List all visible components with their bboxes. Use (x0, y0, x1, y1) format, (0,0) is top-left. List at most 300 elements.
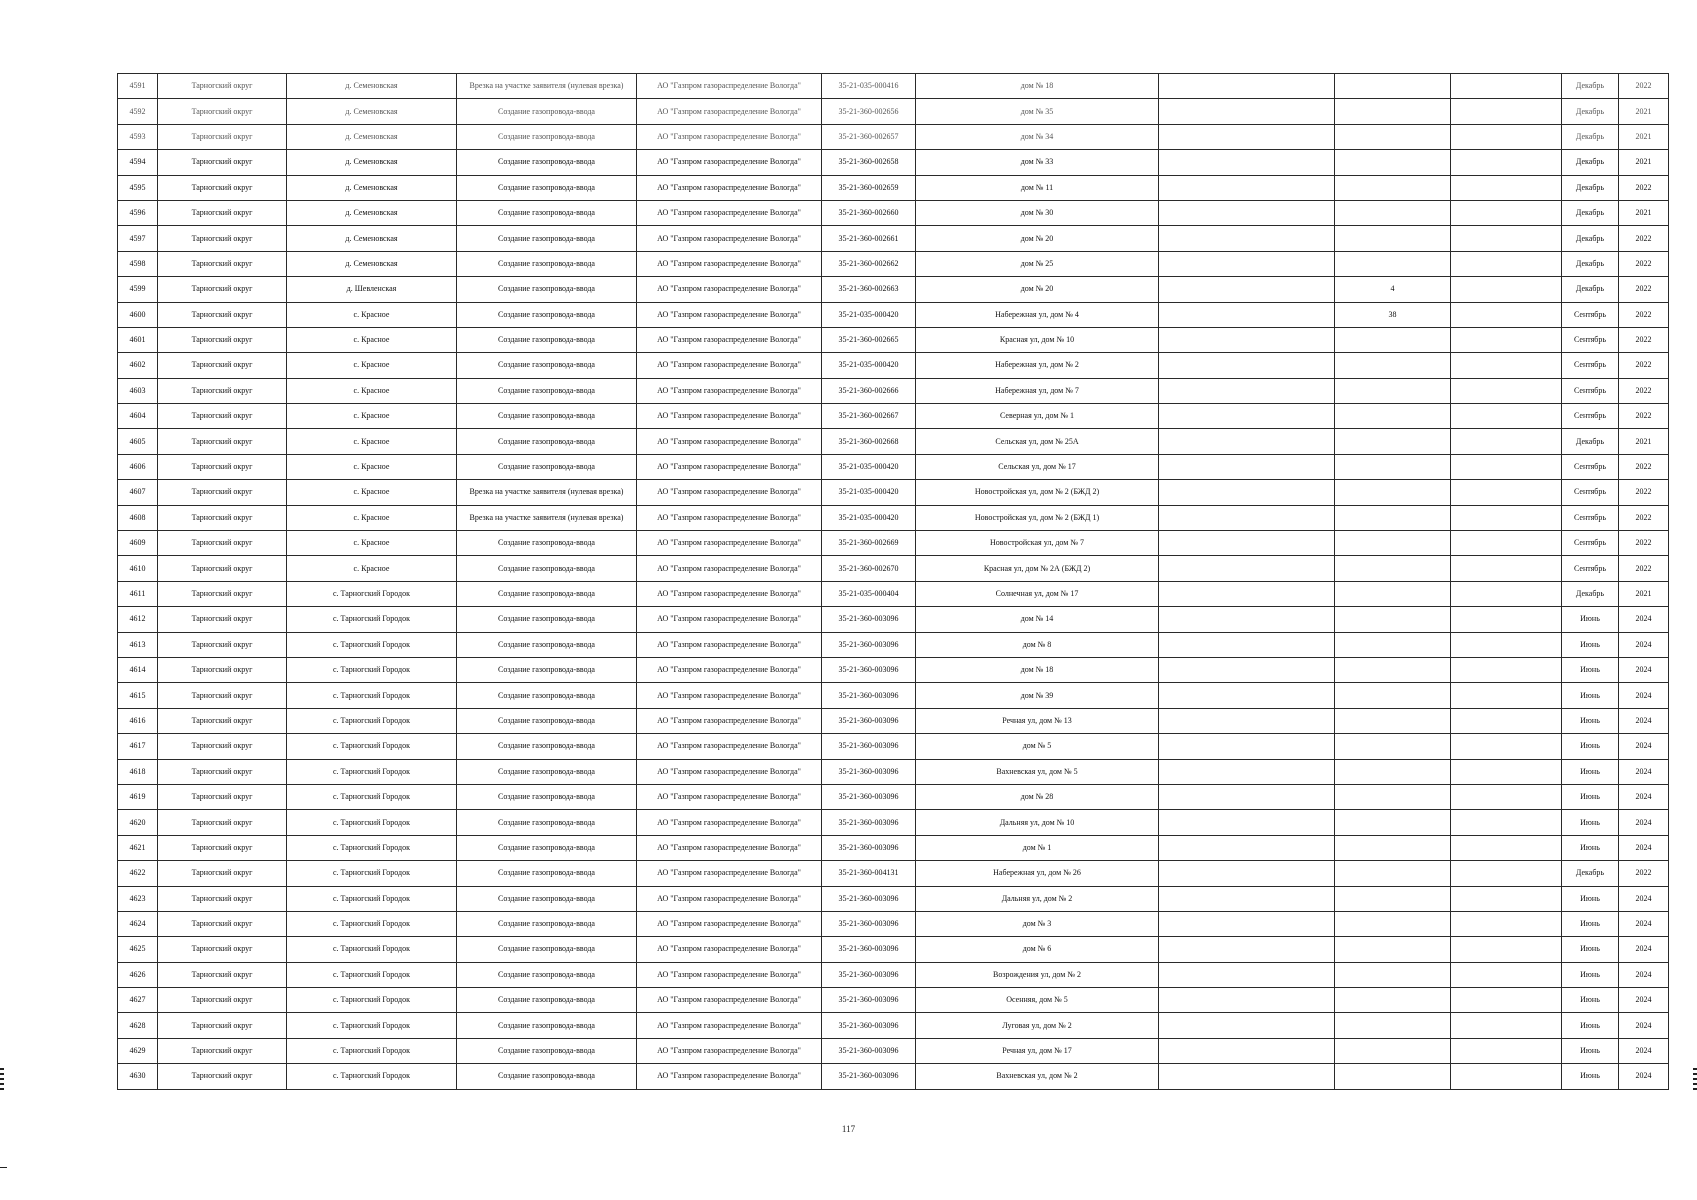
extra-cell (1451, 200, 1562, 225)
table-row (118, 861, 1669, 886)
district-cell: Тарногский округ (158, 226, 287, 251)
code-cell: 35-21-360-003096 (822, 657, 916, 682)
row-number-cell: 4604 (118, 404, 158, 429)
table-row (118, 74, 1669, 99)
address-cell: Осенняя, дом № 5 (916, 988, 1159, 1013)
table-row (118, 607, 1669, 632)
table-row (118, 886, 1669, 911)
extra-cell (1159, 175, 1335, 200)
code-cell: 35-21-360-002657 (822, 124, 916, 149)
month-cell: Сентябрь (1562, 480, 1619, 505)
month-cell: Сентябрь (1562, 378, 1619, 403)
month-cell: Сентябрь (1562, 556, 1619, 581)
count-cell (1335, 835, 1451, 860)
month-cell: Декабрь (1562, 226, 1619, 251)
extra-cell (1451, 911, 1562, 936)
month-cell: Декабрь (1562, 200, 1619, 225)
work-type-cell: Создание газопровода-ввода (457, 1013, 637, 1038)
count-cell (1335, 74, 1451, 99)
extra-cell (1451, 302, 1562, 327)
address-cell: дом № 14 (916, 607, 1159, 632)
table-row (118, 1064, 1669, 1089)
count-cell (1335, 251, 1451, 276)
extra-cell (1159, 251, 1335, 276)
organization-cell: АО "Газпром газораспределение Вологда" (637, 150, 822, 175)
count-cell (1335, 810, 1451, 835)
address-cell: Возрождения ул, дом № 2 (916, 962, 1159, 987)
row-number-cell: 4615 (118, 683, 158, 708)
count-cell (1335, 1064, 1451, 1089)
work-type-cell: Создание газопровода-ввода (457, 708, 637, 733)
count-cell (1335, 657, 1451, 682)
district-cell: Тарногский округ (158, 175, 287, 200)
work-type-cell: Создание газопровода-ввода (457, 175, 637, 200)
extra-cell (1451, 327, 1562, 352)
year-cell: 2021 (1619, 99, 1669, 124)
row-number-cell: 4620 (118, 810, 158, 835)
address-cell: Набережная ул, дом № 7 (916, 378, 1159, 403)
settlement-cell: с. Тарногский Городок (287, 1038, 457, 1063)
extra-cell (1159, 632, 1335, 657)
code-cell: 35-21-360-004131 (822, 861, 916, 886)
extra-cell (1159, 74, 1335, 99)
row-number-cell: 4598 (118, 251, 158, 276)
month-cell: Июнь (1562, 937, 1619, 962)
month-cell: Декабрь (1562, 277, 1619, 302)
table-row (118, 251, 1669, 276)
work-type-cell: Создание газопровода-ввода (457, 632, 637, 657)
month-cell: Сентябрь (1562, 404, 1619, 429)
work-type-cell: Создание газопровода-ввода (457, 886, 637, 911)
work-type-cell: Создание газопровода-ввода (457, 556, 637, 581)
extra-cell (1451, 937, 1562, 962)
table-row (118, 1013, 1669, 1038)
code-cell: 35-21-035-000404 (822, 581, 916, 606)
row-number-cell: 4601 (118, 327, 158, 352)
extra-cell (1159, 759, 1335, 784)
district-cell: Тарногский округ (158, 302, 287, 327)
organization-cell: АО "Газпром газораспределение Вологда" (637, 657, 822, 682)
work-type-cell: Создание газопровода-ввода (457, 1064, 637, 1089)
row-number-cell: 4602 (118, 353, 158, 378)
address-cell: дом № 30 (916, 200, 1159, 225)
table-row (118, 962, 1669, 987)
month-cell: Июнь (1562, 911, 1619, 936)
row-number-cell: 4624 (118, 911, 158, 936)
count-cell (1335, 429, 1451, 454)
extra-cell (1159, 302, 1335, 327)
count-cell (1335, 683, 1451, 708)
row-number-cell: 4613 (118, 632, 158, 657)
count-cell (1335, 226, 1451, 251)
code-cell: 35-21-360-003096 (822, 759, 916, 784)
work-type-cell: Врезка на участке заявителя (нулевая врезка) (457, 505, 637, 530)
count-cell (1335, 480, 1451, 505)
table-row (118, 124, 1669, 149)
month-cell: Сентябрь (1562, 327, 1619, 352)
count-cell (1335, 200, 1451, 225)
code-cell: 35-21-360-002665 (822, 327, 916, 352)
organization-cell: АО "Газпром газораспределение Вологда" (637, 581, 822, 606)
address-cell: Набережная ул, дом № 4 (916, 302, 1159, 327)
district-cell: Тарногский округ (158, 1013, 287, 1038)
extra-cell (1159, 886, 1335, 911)
district-cell: Тарногский округ (158, 531, 287, 556)
year-cell: 2024 (1619, 1013, 1669, 1038)
count-cell (1335, 327, 1451, 352)
table-row (118, 581, 1669, 606)
organization-cell: АО "Газпром газораспределение Вологда" (637, 327, 822, 352)
settlement-cell: д. Семеновская (287, 251, 457, 276)
address-cell: Вахневская ул, дом № 5 (916, 759, 1159, 784)
month-cell: Декабрь (1562, 124, 1619, 149)
month-cell: Сентябрь (1562, 454, 1619, 479)
work-type-cell: Создание газопровода-ввода (457, 302, 637, 327)
address-cell: Солнечная ул, дом № 17 (916, 581, 1159, 606)
organization-cell: АО "Газпром газораспределение Вологда" (637, 74, 822, 99)
row-number-cell: 4630 (118, 1064, 158, 1089)
work-type-cell: Создание газопровода-ввода (457, 911, 637, 936)
row-number-cell: 4596 (118, 200, 158, 225)
extra-cell (1159, 581, 1335, 606)
year-cell: 2022 (1619, 74, 1669, 99)
year-cell: 2022 (1619, 480, 1669, 505)
month-cell: Сентябрь (1562, 302, 1619, 327)
settlement-cell: с. Тарногский Городок (287, 632, 457, 657)
district-cell: Тарногский округ (158, 810, 287, 835)
settlement-cell: с. Тарногский Городок (287, 784, 457, 809)
code-cell: 35-21-360-003096 (822, 988, 916, 1013)
organization-cell: АО "Газпром газораспределение Вологда" (637, 99, 822, 124)
table-row (118, 988, 1669, 1013)
extra-cell (1451, 277, 1562, 302)
month-cell: Июнь (1562, 683, 1619, 708)
month-cell: Июнь (1562, 988, 1619, 1013)
settlement-cell: с. Тарногский Городок (287, 1013, 457, 1038)
district-cell: Тарногский округ (158, 505, 287, 530)
district-cell: Тарногский округ (158, 886, 287, 911)
settlement-cell: д. Семеновская (287, 226, 457, 251)
address-cell: Сельская ул, дом № 17 (916, 454, 1159, 479)
address-cell: дом № 35 (916, 99, 1159, 124)
code-cell: 35-21-360-003096 (822, 886, 916, 911)
count-cell (1335, 1038, 1451, 1063)
work-type-cell: Создание газопровода-ввода (457, 683, 637, 708)
extra-cell (1159, 708, 1335, 733)
code-cell: 35-21-360-003096 (822, 683, 916, 708)
month-cell: Сентябрь (1562, 531, 1619, 556)
work-type-cell: Создание газопровода-ввода (457, 988, 637, 1013)
code-cell: 35-21-360-002662 (822, 251, 916, 276)
table-row (118, 353, 1669, 378)
extra-cell (1159, 378, 1335, 403)
code-cell: 35-21-360-002666 (822, 378, 916, 403)
year-cell: 2022 (1619, 226, 1669, 251)
settlement-cell: с. Красное (287, 531, 457, 556)
organization-cell: АО "Газпром газораспределение Вологда" (637, 886, 822, 911)
organization-cell: АО "Газпром газораспределение Вологда" (637, 1064, 822, 1089)
organization-cell: АО "Газпром газораспределение Вологда" (637, 429, 822, 454)
year-cell: 2022 (1619, 327, 1669, 352)
work-type-cell: Создание газопровода-ввода (457, 810, 637, 835)
row-number-cell: 4627 (118, 988, 158, 1013)
address-cell: Красная ул, дом № 2А (БЖД 2) (916, 556, 1159, 581)
extra-cell (1159, 531, 1335, 556)
row-number-cell: 4614 (118, 657, 158, 682)
address-cell: Вахневская ул, дом № 2 (916, 1064, 1159, 1089)
row-number-cell: 4625 (118, 937, 158, 962)
count-cell: 4 (1335, 277, 1451, 302)
extra-cell (1451, 480, 1562, 505)
address-cell: дом № 33 (916, 150, 1159, 175)
row-number-cell: 4610 (118, 556, 158, 581)
month-cell: Июнь (1562, 759, 1619, 784)
address-cell: дом № 39 (916, 683, 1159, 708)
address-cell: дом № 1 (916, 835, 1159, 860)
year-cell: 2024 (1619, 734, 1669, 759)
extra-cell (1159, 810, 1335, 835)
code-cell: 35-21-035-000420 (822, 454, 916, 479)
district-cell: Тарногский округ (158, 251, 287, 276)
organization-cell: АО "Газпром газораспределение Вологда" (637, 962, 822, 987)
row-number-cell: 4591 (118, 74, 158, 99)
organization-cell: АО "Газпром газораспределение Вологда" (637, 632, 822, 657)
row-number-cell: 4618 (118, 759, 158, 784)
extra-cell (1451, 607, 1562, 632)
table-row (118, 226, 1669, 251)
address-cell: дом № 25 (916, 251, 1159, 276)
count-cell (1335, 556, 1451, 581)
count-cell (1335, 531, 1451, 556)
count-cell (1335, 454, 1451, 479)
work-type-cell: Создание газопровода-ввода (457, 150, 637, 175)
month-cell: Июнь (1562, 708, 1619, 733)
extra-cell (1451, 1013, 1562, 1038)
organization-cell: АО "Газпром газораспределение Вологда" (637, 734, 822, 759)
year-cell: 2024 (1619, 886, 1669, 911)
organization-cell: АО "Газпром газораспределение Вологда" (637, 454, 822, 479)
year-cell: 2022 (1619, 556, 1669, 581)
district-cell: Тарногский округ (158, 404, 287, 429)
table-row (118, 937, 1669, 962)
month-cell: Июнь (1562, 962, 1619, 987)
year-cell: 2022 (1619, 861, 1669, 886)
code-cell: 35-21-035-000420 (822, 353, 916, 378)
work-type-cell: Создание газопровода-ввода (457, 277, 637, 302)
extra-cell (1451, 581, 1562, 606)
month-cell: Декабрь (1562, 150, 1619, 175)
extra-cell (1159, 226, 1335, 251)
address-cell: Северная ул, дом № 1 (916, 404, 1159, 429)
extra-cell (1451, 99, 1562, 124)
district-cell: Тарногский округ (158, 556, 287, 581)
extra-cell (1159, 200, 1335, 225)
district-cell: Тарногский округ (158, 1038, 287, 1063)
work-type-cell: Создание газопровода-ввода (457, 962, 637, 987)
district-cell: Тарногский округ (158, 607, 287, 632)
settlement-cell: с. Тарногский Городок (287, 911, 457, 936)
extra-cell (1159, 454, 1335, 479)
organization-cell: АО "Газпром газораспределение Вологда" (637, 607, 822, 632)
work-type-cell: Создание газопровода-ввода (457, 353, 637, 378)
year-cell: 2022 (1619, 175, 1669, 200)
district-cell: Тарногский округ (158, 632, 287, 657)
settlement-cell: д. Шевленская (287, 277, 457, 302)
settlement-cell: с. Красное (287, 429, 457, 454)
code-cell: 35-21-360-003096 (822, 1064, 916, 1089)
organization-cell: АО "Газпром газораспределение Вологда" (637, 505, 822, 530)
table-row (118, 302, 1669, 327)
code-cell: 35-21-035-000420 (822, 302, 916, 327)
extra-cell (1451, 657, 1562, 682)
extra-cell (1451, 124, 1562, 149)
extra-cell (1159, 937, 1335, 962)
work-type-cell: Создание газопровода-ввода (457, 784, 637, 809)
count-cell: 38 (1335, 302, 1451, 327)
year-cell: 2021 (1619, 581, 1669, 606)
extra-cell (1159, 784, 1335, 809)
code-cell: 35-21-360-002668 (822, 429, 916, 454)
year-cell: 2022 (1619, 454, 1669, 479)
address-cell: дом № 18 (916, 74, 1159, 99)
settlement-cell: с. Красное (287, 378, 457, 403)
work-type-cell: Врезка на участке заявителя (нулевая врезка) (457, 74, 637, 99)
scan-mark-bottom (0, 1167, 7, 1168)
month-cell: Июнь (1562, 810, 1619, 835)
count-cell (1335, 404, 1451, 429)
district-cell: Тарногский округ (158, 99, 287, 124)
extra-cell (1159, 150, 1335, 175)
extra-cell (1451, 1038, 1562, 1063)
extra-cell (1159, 124, 1335, 149)
organization-cell: АО "Газпром газораспределение Вологда" (637, 759, 822, 784)
extra-cell (1159, 683, 1335, 708)
organization-cell: АО "Газпром газораспределение Вологда" (637, 277, 822, 302)
code-cell: 35-21-360-003096 (822, 962, 916, 987)
settlement-cell: с. Тарногский Городок (287, 1064, 457, 1089)
settlement-cell: с. Красное (287, 556, 457, 581)
year-cell: 2024 (1619, 683, 1669, 708)
table-row (118, 1038, 1669, 1063)
extra-cell (1451, 505, 1562, 530)
organization-cell: АО "Газпром газораспределение Вологда" (637, 480, 822, 505)
month-cell: Июнь (1562, 835, 1619, 860)
address-cell: Дальняя ул, дом № 2 (916, 886, 1159, 911)
extra-cell (1159, 556, 1335, 581)
table-row (118, 531, 1669, 556)
extra-cell (1451, 1064, 1562, 1089)
table-row (118, 505, 1669, 530)
row-number-cell: 4592 (118, 99, 158, 124)
settlement-cell: с. Тарногский Городок (287, 810, 457, 835)
count-cell (1335, 99, 1451, 124)
work-type-cell: Создание газопровода-ввода (457, 124, 637, 149)
extra-cell (1451, 175, 1562, 200)
organization-cell: АО "Газпром газораспределение Вологда" (637, 835, 822, 860)
work-type-cell: Создание газопровода-ввода (457, 531, 637, 556)
extra-cell (1159, 861, 1335, 886)
settlement-cell: с. Тарногский Городок (287, 734, 457, 759)
settlement-cell: д. Семеновская (287, 200, 457, 225)
organization-cell: АО "Газпром газораспределение Вологда" (637, 302, 822, 327)
year-cell: 2024 (1619, 962, 1669, 987)
row-number-cell: 4594 (118, 150, 158, 175)
row-number-cell: 4628 (118, 1013, 158, 1038)
district-cell: Тарногский округ (158, 861, 287, 886)
year-cell: 2024 (1619, 988, 1669, 1013)
table-row (118, 175, 1669, 200)
settlement-cell: д. Семеновская (287, 99, 457, 124)
year-cell: 2022 (1619, 378, 1669, 403)
extra-cell (1451, 988, 1562, 1013)
month-cell: Июнь (1562, 632, 1619, 657)
extra-cell (1159, 480, 1335, 505)
settlement-cell: с. Тарногский Городок (287, 683, 457, 708)
work-type-cell: Создание газопровода-ввода (457, 429, 637, 454)
year-cell: 2022 (1619, 531, 1669, 556)
extra-cell (1159, 988, 1335, 1013)
row-number-cell: 4626 (118, 962, 158, 987)
address-cell: Новостройская ул, дом № 2 (БЖД 1) (916, 505, 1159, 530)
code-cell: 35-21-360-002659 (822, 175, 916, 200)
month-cell: Июнь (1562, 657, 1619, 682)
district-cell: Тарногский округ (158, 784, 287, 809)
extra-cell (1159, 657, 1335, 682)
district-cell: Тарногский округ (158, 988, 287, 1013)
settlement-cell: с. Красное (287, 327, 457, 352)
row-number-cell: 4619 (118, 784, 158, 809)
code-cell: 35-21-360-002658 (822, 150, 916, 175)
settlement-cell: с. Красное (287, 404, 457, 429)
year-cell: 2024 (1619, 835, 1669, 860)
work-type-cell: Создание газопровода-ввода (457, 937, 637, 962)
table-row (118, 810, 1669, 835)
address-cell: Новостройская ул, дом № 7 (916, 531, 1159, 556)
code-cell: 35-21-360-002663 (822, 277, 916, 302)
count-cell (1335, 708, 1451, 733)
count-cell (1335, 378, 1451, 403)
year-cell: 2022 (1619, 353, 1669, 378)
extra-cell (1451, 454, 1562, 479)
row-number-cell: 4603 (118, 378, 158, 403)
count-cell (1335, 150, 1451, 175)
code-cell: 35-21-360-003096 (822, 632, 916, 657)
work-type-cell: Создание газопровода-ввода (457, 657, 637, 682)
month-cell: Сентябрь (1562, 353, 1619, 378)
address-cell: дом № 20 (916, 226, 1159, 251)
address-cell: Речная ул, дом № 17 (916, 1038, 1159, 1063)
work-type-cell: Создание газопровода-ввода (457, 581, 637, 606)
extra-cell (1451, 150, 1562, 175)
month-cell: Июнь (1562, 607, 1619, 632)
code-cell: 35-21-035-000420 (822, 505, 916, 530)
settlement-cell: с. Тарногский Городок (287, 759, 457, 784)
table-row (118, 454, 1669, 479)
year-cell: 2024 (1619, 657, 1669, 682)
month-cell: Декабрь (1562, 175, 1619, 200)
row-number-cell: 4623 (118, 886, 158, 911)
extra-cell (1159, 353, 1335, 378)
organization-cell: АО "Газпром газораспределение Вологда" (637, 404, 822, 429)
count-cell (1335, 861, 1451, 886)
work-type-cell: Создание газопровода-ввода (457, 99, 637, 124)
count-cell (1335, 353, 1451, 378)
district-cell: Тарногский округ (158, 759, 287, 784)
page-number: 117 (841, 1124, 856, 1134)
code-cell: 35-21-360-002670 (822, 556, 916, 581)
row-number-cell: 4609 (118, 531, 158, 556)
organization-cell: АО "Газпром газораспределение Вологда" (637, 911, 822, 936)
